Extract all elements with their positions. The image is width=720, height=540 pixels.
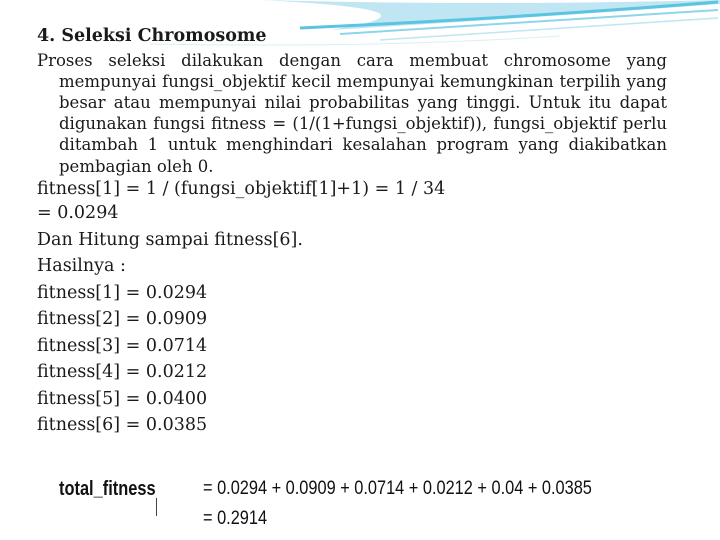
formula-result: = 0.2914 bbox=[203, 508, 268, 529]
fitness-line: fitness[3] = 0.0714 bbox=[37, 335, 208, 356]
text-line: fitness[1] = 1 / (fungsi_objektif[1]+1) = 1 / 34 bbox=[37, 178, 446, 199]
slide-title: 4. Seleksi Chromosome bbox=[37, 26, 267, 46]
fitness-line: fitness[6] = 0.0385 bbox=[37, 415, 208, 436]
text-line: Dan Hitung sampai fitness[6]. bbox=[37, 229, 303, 250]
text-cursor bbox=[156, 498, 157, 516]
description-paragraph: Proses seleksi dilakukan dengan cara membuat chromosome yang mempunyai fungsi_objektif kecil mempunyai kemungkinan terpilih yang besar atau mempunyai nilai probabilitas yang tinggi. Untuk itu dapat digunakan fungsi fitness = (1/(1+fungsi_objektif)), fungsi_objektif perlu ditambah 1 untuk menghindari kesalahan program yang diakibatkan pembagian oleh 0. bbox=[37, 50, 667, 176]
formula-sum: = 0.0294 + 0.0909 + 0.0714 + 0.0212 + 0.04 + 0.0385 bbox=[203, 478, 592, 499]
formula-label: total_fitness bbox=[59, 478, 156, 500]
slide-content bbox=[37, 26, 667, 439]
text-line: Hasilnya : bbox=[37, 256, 126, 277]
fitness-line: fitness[1] = 0.0294 bbox=[37, 282, 208, 303]
fitness-line: fitness[2] = 0.0909 bbox=[37, 309, 208, 330]
text-line: = 0.0294 bbox=[37, 203, 119, 224]
fitness-line: fitness[5] = 0.0400 bbox=[37, 388, 208, 409]
fitness-line: fitness[4] = 0.0212 bbox=[37, 362, 208, 383]
total-fitness-formula bbox=[57, 472, 647, 536]
